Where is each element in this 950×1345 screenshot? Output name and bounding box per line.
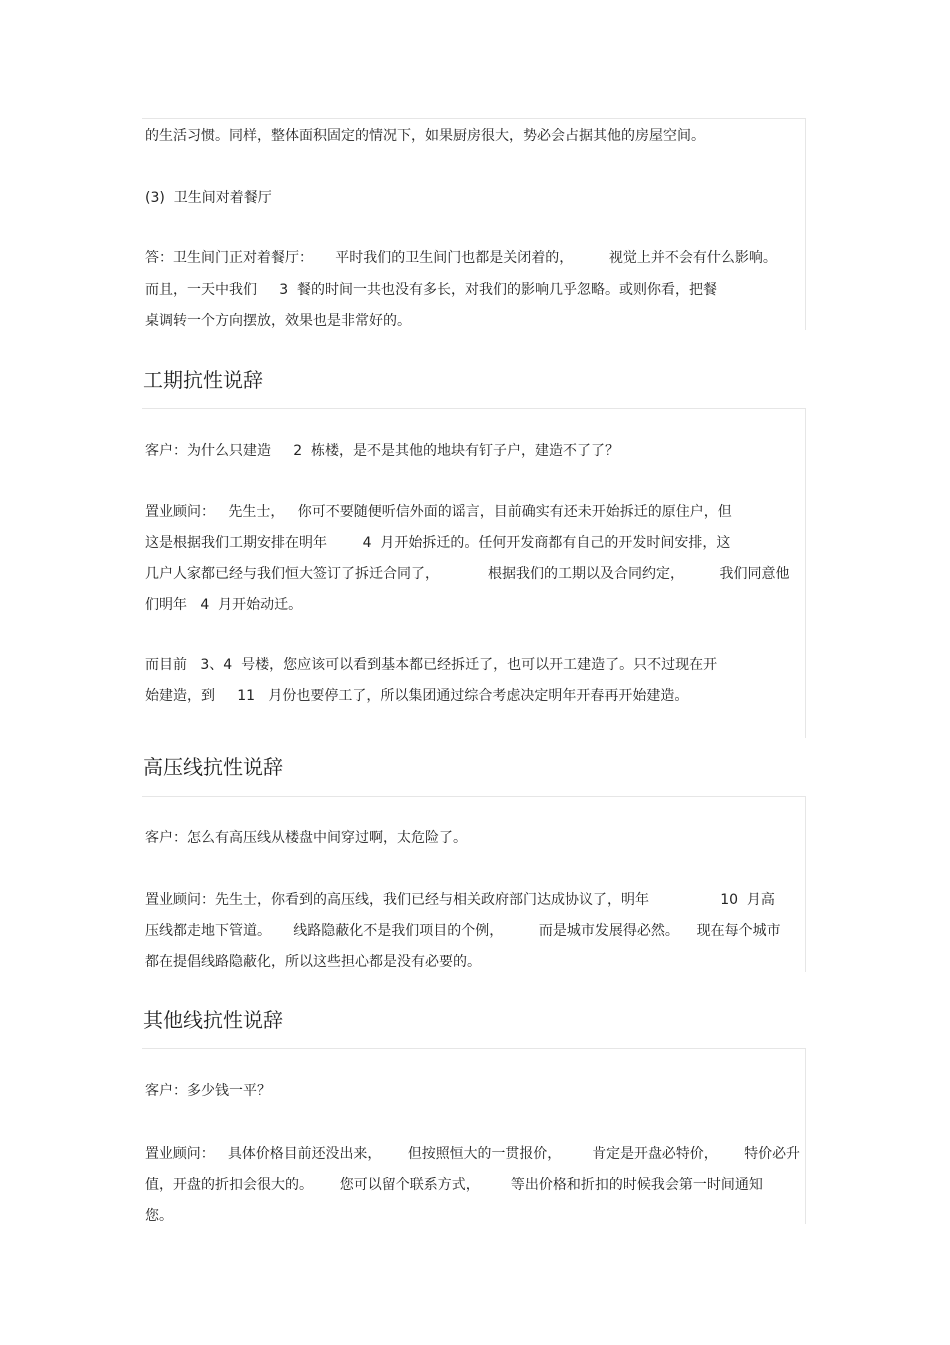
paragraph-line: 桌调转一个方向摆放，效果也是非常好的。 — [145, 313, 411, 329]
paragraph-line: 置业顾问： 具体价格目前还没出来， 但按照恒大的一贯报价， 肯定是开盘必特价， 特价必升 — [145, 1146, 800, 1162]
paragraph-line: 答：卫生间门正对着餐厅： 平时我们的卫生间门也都是关闭着的， 视觉上并不会有什么影响。 — [145, 250, 777, 266]
section-heading-schedule: 工期抗性说辞 — [143, 368, 263, 392]
paragraph-line: 这是根据我们工期安排在明年 4 月开始拆迁的。任何开发商都有自己的开发时间安排，这 — [145, 535, 731, 551]
section-heading-other: 其他线抗性说辞 — [143, 1008, 283, 1032]
paragraph-line: 客户：为什么只建造 2 栋楼，是不是其他的地块有钉子户，建造不了了？ — [145, 443, 620, 459]
paragraph-line: 的生活习惯。同样，整体面积固定的情况下，如果厨房很大，势必会占据其他的房屋空间。 — [145, 128, 705, 144]
paragraph-line: 压线都走地下管道。 线路隐蔽化不是我们项目的个例， 而是城市发展得必然。 现在每个城市 — [145, 923, 781, 939]
paragraph-line: 客户：怎么有高压线从楼盘中间穿过啊，太危险了。 — [145, 830, 467, 846]
paragraph-line: 们明年 4 月开始动迁。 — [145, 597, 303, 613]
paragraph-line: 您。 — [145, 1208, 173, 1224]
paragraph-line: 几户人家都已经与我们恒大签订了拆迁合同了， 根据我们的工期以及合同约定， 我们同意他 — [145, 566, 790, 582]
paragraph-line: 客户：多少钱一平？ — [145, 1083, 271, 1099]
paragraph-line: 而目前 3、4 号楼，您应该可以看到基本都已经拆迁了，也可以开工建造了。只不过现在开 — [145, 657, 718, 673]
paragraph-line: 置业顾问： 先生士， 你可不要随便听信外面的谣言，目前确实有还未开始拆迁的原住户，但 — [145, 504, 732, 520]
paragraph-line: 而且，一天中我们 3 餐的时间一共也没有多长，对我们的影响几乎忽略。或则你看，把餐 — [145, 282, 718, 298]
paragraph-line: 置业顾问：先生士，你看到的高压线，我们已经与相关政府部门达成协议了，明年 10 月高 — [145, 892, 775, 908]
paragraph-line: 值，开盘的折扣会很大的。 您可以留个联系方式， 等出价格和折扣的时候我会第一时间通知 — [145, 1177, 763, 1193]
paragraph-line: 都在提倡线路隐蔽化，所以这些担心都是没有必要的。 — [145, 954, 481, 970]
list-subheading: (3) 卫生间对着餐厅 — [145, 190, 272, 206]
paragraph-line: 始建造，到 11 月份也要停工了，所以集团通过综合考虑决定明年开春再开始建造。 — [145, 688, 689, 704]
section-heading-power-line: 高压线抗性说辞 — [143, 755, 283, 779]
